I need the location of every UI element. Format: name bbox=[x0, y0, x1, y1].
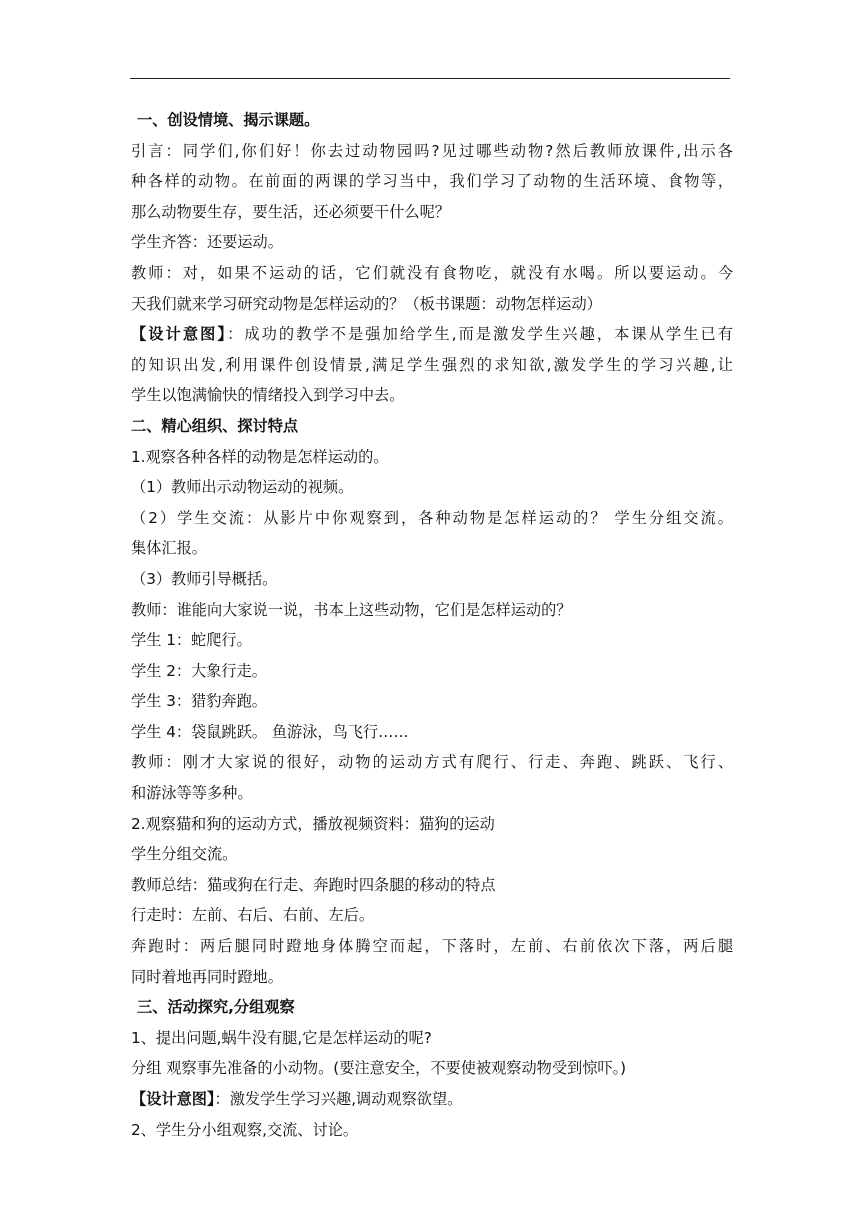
text-line-content: 和游泳等等多种。 bbox=[131, 784, 253, 803]
text-line bbox=[131, 136, 733, 167]
text-line bbox=[131, 1115, 733, 1146]
text-line bbox=[131, 809, 733, 840]
text-line-content: ：激发学生学习兴趣,调动观察欲望。 bbox=[214, 1090, 463, 1108]
text-line bbox=[131, 319, 733, 350]
text-line bbox=[131, 870, 733, 901]
text-line-content: 天我们就来学习研究动物是怎样运动的？（板书课题：动物怎样运动） bbox=[131, 294, 602, 313]
text-line bbox=[131, 197, 733, 228]
text-line bbox=[131, 258, 733, 289]
text-line bbox=[131, 1053, 733, 1084]
text-line bbox=[131, 411, 733, 442]
text-line-content: 1.观察各种各样的动物是怎样运动的。 bbox=[131, 447, 389, 466]
text-line bbox=[131, 1084, 733, 1115]
text-line bbox=[131, 595, 733, 626]
text-line bbox=[131, 564, 733, 595]
text-line-content: ：成功的教学不是强加给学生,而是激发学生兴趣，本课从学生已有 bbox=[227, 325, 733, 344]
text-line-content: 教师：刚才大家说的很好，动物的运动方式有爬行、行走、奔跑、跳跃、飞行、 bbox=[131, 753, 733, 772]
header-rule bbox=[130, 78, 730, 79]
text-line bbox=[131, 839, 733, 870]
text-line bbox=[131, 625, 733, 656]
text-line-content: 分组 观察事先准备的小动物。(要注意安全，不要使被观察动物受到惊吓。) bbox=[131, 1059, 627, 1078]
text-line bbox=[131, 962, 733, 993]
text-line bbox=[131, 778, 733, 809]
text-line bbox=[131, 503, 733, 534]
text-line-content: （1）教师出示动物运动的视频。 bbox=[131, 478, 354, 497]
text-line-content: 学生 3：猎豹奔跑。 bbox=[131, 692, 267, 711]
text-line-content: 教师总结：猫或狗在行走、奔跑时四条腿的移动的特点 bbox=[131, 875, 496, 894]
text-line-content: 种各样的动物。在前面的两课的学习当中，我们学习了动物的生活环境、食物等， bbox=[131, 172, 733, 191]
document-body bbox=[131, 105, 733, 1145]
text-line bbox=[131, 380, 733, 411]
text-line bbox=[131, 350, 733, 381]
text-line-content: 学生以饱满愉快的情绪投入到学习中去。 bbox=[131, 386, 405, 405]
text-line bbox=[131, 931, 733, 962]
text-line bbox=[131, 686, 733, 717]
text-line bbox=[131, 442, 733, 473]
text-line-content: 学生齐答：还要运动。 bbox=[131, 233, 283, 252]
text-line-content: 同时着地再同时蹬地。 bbox=[131, 967, 283, 986]
text-line bbox=[131, 1023, 733, 1054]
text-line bbox=[131, 747, 733, 778]
text-line bbox=[131, 717, 733, 748]
text-line-content: 1、提出问题,蜗牛没有腿,它是怎样运动的呢? bbox=[131, 1028, 432, 1047]
text-line-content: 学生 2：大象行走。 bbox=[131, 661, 267, 680]
text-line-content: 2、学生分小组观察,交流、讨论。 bbox=[131, 1120, 359, 1139]
text-line bbox=[131, 533, 733, 564]
text-line bbox=[131, 105, 733, 136]
text-line-content: 那么动物要生存，要生活，还必须要干什么呢？ bbox=[131, 202, 450, 221]
text-line-content: 学生 4：袋鼠跳跃。 鱼游泳，鸟飞行…… bbox=[131, 722, 409, 741]
text-line bbox=[131, 166, 733, 197]
text-line-content: 学生 1：蛇爬行。 bbox=[131, 631, 252, 650]
text-line bbox=[131, 289, 733, 320]
text-line bbox=[131, 900, 733, 931]
text-line-content: 引言：同学们,你们好！你去过动物园吗?见过哪些动物?然后教师放课件,出示各 bbox=[131, 141, 733, 160]
text-line-content: 教师：对，如果不运动的话，它们就没有食物吃，就没有水喝。所以要运动。今 bbox=[131, 263, 733, 282]
text-line-content: 奔跑时：两后腿同时蹬地身体腾空而起，下落时，左前、右前依次下落，两后腿 bbox=[131, 937, 733, 956]
text-line-content: 集体汇报。 bbox=[131, 539, 207, 558]
text-line-content: （2）学生交流：从影片中你观察到，各种动物是怎样运动的？ 学生分组交流。 bbox=[131, 508, 733, 527]
text-line-content: 学生分组交流。 bbox=[131, 845, 238, 864]
text-line-content: 的知识出发,利用课件创设情景,满足学生强烈的求知欲,激发学生的学习兴趣,让 bbox=[131, 355, 733, 374]
text-line bbox=[131, 227, 733, 258]
text-line-content: 二、精心组织、探讨特点 bbox=[131, 416, 299, 435]
text-line-content: 2.观察猫和狗的运动方式，播放视频资料：猫狗的运动 bbox=[131, 814, 495, 833]
design-intent-label: 【设计意图】 bbox=[131, 325, 228, 344]
text-line bbox=[131, 992, 733, 1023]
text-line-content: （3）教师引导概括。 bbox=[131, 569, 278, 588]
text-line bbox=[131, 656, 733, 687]
design-intent-label: 【设计意图】 bbox=[131, 1090, 215, 1108]
text-line-content: 行走时：左前、右后、右前、左后。 bbox=[131, 906, 374, 925]
text-line-content: 一、创设情境、揭示课题。 bbox=[137, 111, 320, 129]
text-line bbox=[131, 472, 733, 503]
text-line-content: 三、活动探究,分组观察 bbox=[137, 998, 295, 1017]
text-line-content: 教师：谁能向大家说一说，书本上这些动物，它们是怎样运动的？ bbox=[131, 600, 572, 619]
